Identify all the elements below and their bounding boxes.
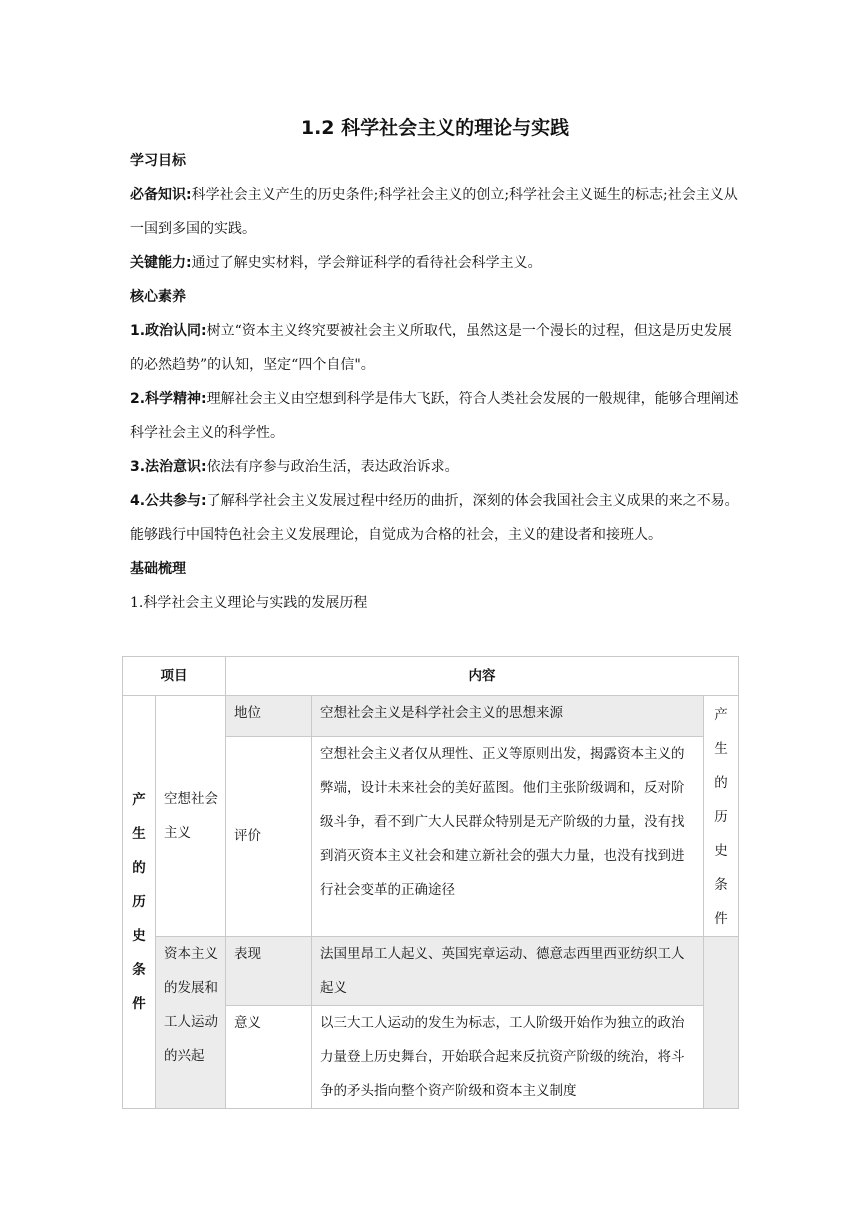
sub-group-utopian-text: 空想社会主义 [164, 791, 218, 841]
aspect-cell: 地位 [226, 696, 312, 737]
header-content: 内容 [226, 657, 739, 696]
literacy-heading: 核心素养 [130, 289, 186, 305]
literacy-item-label: 2.科学精神: [130, 391, 207, 407]
literacy-item [130, 314, 740, 382]
left-group-text: 产生的历史条件 [132, 792, 146, 1012]
literacy-item-text: 了解科学社会主义发展过程中经历的曲折，深刻的体会我国社会主义成果的来之不易。能够践行中国特色社会主义发展理论，自觉成为合格的社会，主义的建设者和接班人。 [130, 493, 739, 543]
literacy-item-label: 1.政治认同: [130, 323, 207, 339]
right-group-text: 产生的历史条件 [714, 707, 728, 927]
knowledge-paragraph [130, 178, 740, 246]
content-cell: 法国里昂工人起义、英国宪章运动、德意志西里西亚纺织工人起义 [312, 937, 704, 1006]
aspect-cell: 意义 [226, 1006, 312, 1109]
sub-group-labor [156, 937, 226, 1109]
literacy-item [130, 382, 740, 450]
literacy-item-label: 4.公共参与: [130, 493, 207, 509]
content-cell: 空想社会主义者仅从理性、正义等原则出发，揭露资本主义的弊端，设计未来社会的美好蓝图。他们主张阶级调和，反对阶级斗争，看不到广大人民群众特别是无产阶级的力量，没有找到消灭资本主义社会和建立新社会的强大力量，也没有找到进行社会变革的正确途径 [312, 736, 704, 936]
table-row [123, 696, 739, 737]
history-table [122, 656, 739, 1109]
ability-text: 通过了解史实材料，学会辩证科学的看待社会科学主义。 [191, 255, 542, 271]
knowledge-text: 科学社会主义产生的历史条件;科学社会主义的创立;科学社会主义诞生的标志;社会主义从一国到多国的实践。 [130, 187, 738, 237]
table-header-row [123, 657, 739, 696]
page-title: 1.2 科学社会主义的理论与实践 [300, 117, 570, 139]
literacy-item-label: 3.法治意识: [130, 459, 207, 475]
literacy-item-text: 理解社会主义由空想到科学是伟大飞跃，符合人类社会发展的一般规律，能够合理阐述科学社会主义的科学性。 [130, 391, 739, 441]
content-cell: 空想社会主义是科学社会主义的思想来源 [312, 696, 704, 737]
right-group-label [704, 696, 739, 937]
content-cell: 以三大工人运动的发生为标志，工人阶级开始作为独立的政治力量登上历史舞台，开始联合起来反抗资产阶级的统治，将斗争的矛头指向整个资产阶级和资本主义制度 [312, 1006, 704, 1109]
header-item: 项目 [123, 657, 226, 696]
goals-heading: 学习目标 [130, 153, 186, 169]
literacy-item [130, 484, 740, 552]
aspect-cell: 表现 [226, 937, 312, 1006]
ability-label: 关键能力: [130, 255, 192, 271]
table-caption: 1.科学社会主义理论与实践的发展历程 [130, 595, 368, 611]
right-blank-cell [704, 937, 739, 1109]
left-group-label [123, 696, 156, 1109]
sub-group-utopian [156, 696, 226, 937]
table-row [123, 937, 739, 1006]
knowledge-label: 必备知识: [130, 187, 192, 203]
document-body [130, 112, 740, 620]
aspect-cell: 评价 [226, 736, 312, 936]
ability-paragraph [130, 246, 740, 280]
literacy-item-text: 树立“资本主义终究要被社会主义所取代，虽然这是一个漫长的过程，但这是历史发展的必然趋势”的认知，坚定“四个自信"。 [130, 323, 732, 373]
sub-group-labor-text: 资本主义的发展和工人运动的兴起 [164, 946, 218, 1064]
basics-heading: 基础梳理 [130, 561, 186, 577]
literacy-item-text: 依法有序参与政治生活，表达政治诉求。 [206, 459, 459, 475]
literacy-item [130, 450, 740, 484]
